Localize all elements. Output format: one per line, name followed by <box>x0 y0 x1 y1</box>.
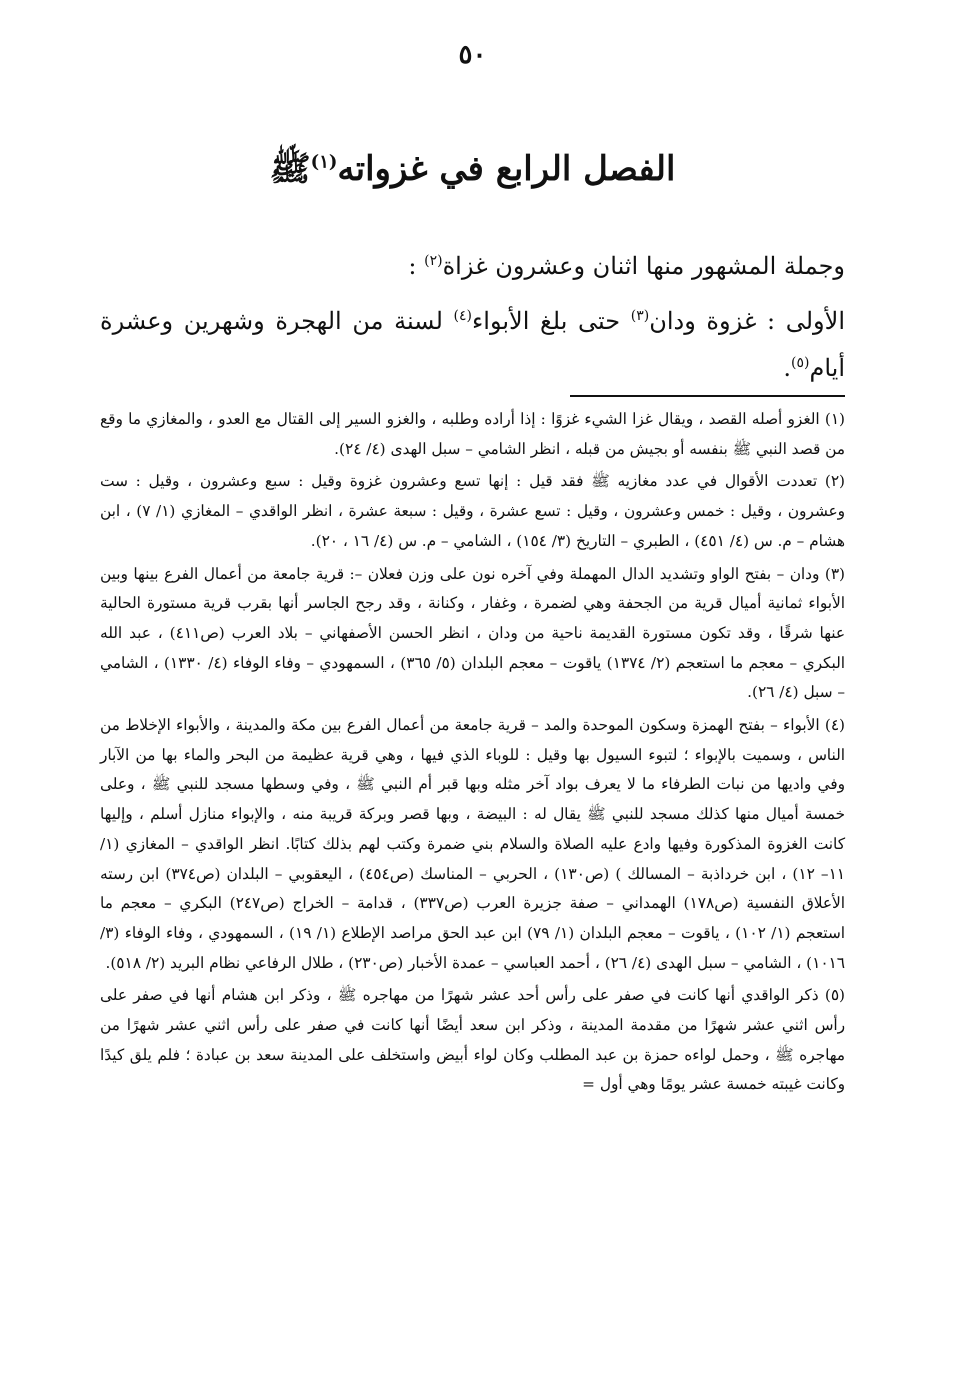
intro-paragraph <box>100 240 845 287</box>
intro-text: وجملة المشهور منها اثنان وعشرون غزاة <box>442 252 845 280</box>
intro-note-ref: (٢) <box>424 253 443 269</box>
footnote-3: (٣) ودان – بفتح الواو وتشديد الدال المهملة وفي آخره نون على وزن فعلان –: قرية جامعة من أعمال الفرع بينها وبين الأبواء ثمانية أميال قرية من الجحفة وهي لضمرة ، وغفار ، وكنانة ، وقد رجح الجاسر أنها بقرب قرية مستورة الحالية عنها شرقًا ، وقد تكون مستورة القديمة ناحية من ودان ، انظر الحسن الأصفهاني – بلاد العرب (ص٤١١) ، عبد الله البكري – معجم ما استعجم (٢/ ١٣٧٤) ياقوت – معجم البلدان (٥/ ٣٦٥) ، السمهودي – وفاء الوفاء (٤/ ١٣٣٠) ، الشامي – سبل (٤/ ٢٦). <box>100 564 845 702</box>
first-expedition-paragraph <box>100 295 845 389</box>
honorific-glyph: ﷺ <box>269 149 311 189</box>
first-item-part2: حتى بلغ الأبواء <box>472 307 631 335</box>
intro-end: : <box>408 252 425 280</box>
chapter-title <box>100 148 845 197</box>
book-page <box>100 0 845 1375</box>
note-ref-4: (٤) <box>453 308 473 324</box>
note-ref-5: (٥) <box>791 355 810 371</box>
footnote-4: (٤) الأبواء – بفتح الهمزة وسكون الموحدة والمد – قرية جامعة من أعمال الفرع بين مكة والمدينة ، والأبواء الإخلاط من الناس ، وسميت بالإبواء ؛ لتبوء السيول بها وقيل : للوباء الذي فيها ، وهي قرية عظيمة من البحر والماء بها من الآبار وفي واديها من نبات الطرفاء ما لا يعرف بواد آخر مثله وبها قبر أم النبي ﷺ ، وفي وسطها مسجد للنبي ﷺ ، وعلى خمسة أميال منها كذلك مسجد للنبي ﷺ يقال له : البيضة ، وبها قصر وبركة قريبة منه ، والإبواء منازل أسلم ، وإليها كانت الغزوة المذكورة وفيها وادع عليه الصلاة والسلام بني ضمرة وكتب لهم بذلك كتابًا. انظر الواقدي – المغازي (١/ ١١– ١٢) ، ابن خرداذبة – المسالك ) (ص١٣٠) ، الحربي – المناسك (ص٤٥٤) ، اليعقوبي – البلدان (ص٣٧٤) ابن رسته الأعلاق النفسية (ص١٧٨) الهمداني – صفة جزيرة العرب (ص٣٣٧) ، قدامة – الخراج (ص٢٤٧) البكري – معجم ما استعجم (١/ ١٠٢) ، ياقوت – معجم البلدان (١/ ٧٩) ابن عبد الحق مراصد الإطلاع (١/ ١٩) ، السمهودي ، وفاء الوفاء (٣/ ١٠١٦) ، الشامي – سبل الهدى (٤/ ٢٦) ، أحمد العباسي – عمدة الأخبار (ص٢٣٠) ، طلال الرفاعي نظام البريد (٢/ ٥١٨). <box>100 716 846 972</box>
note-ref-3: (٣) <box>630 308 650 324</box>
chapter-title-note-ref: (١) <box>310 151 338 173</box>
chapter-title-text: الفصل الرابع في غزواته <box>337 149 676 189</box>
footnote-1: (١) الغزو أصله القصد ، ويقال غزا الشيء غزوًا : إذا أراده وطلبه ، والغزو السير إلى القتال مع العدو ، والمغازي ما وقع من قصد النبي ﷺ بنفسه أو بجيش من قبله ، انظر الشامي – سبل الهدى (٤/ ٢٤). <box>100 410 845 458</box>
first-item-part3: لسنة من الهجرة وشهرين وعشرة أيام <box>100 307 845 382</box>
footnote-divider <box>570 395 845 397</box>
footnotes <box>100 405 845 1103</box>
footnote-2: (٢) تعددت الأقوال في عدد مغازيه ﷺ فقد قيل : إنها تسع وعشرون غزوة وقيل : سبع وعشرون ، وقيل : ست وعشرون ، وقيل : خمس وعشرون ، وقيل : تسع عشرة ، وقيل : سبعة عشرة ، انظر الواقدي – المغازي (١/ ٧) ، ابن هشام – م. س (٤/ ٤٥١) ، الطبري – التاريخ (٣/ ١٥٤) ، الشامي – م. س (٤/ ١٦ ، ٢٠). <box>100 472 845 550</box>
footnote-5: (٥) ذكر الواقدي أنها كانت في صفر على رأس أحد عشر شهرًا من مهاجره ﷺ ، وذكر ابن هشام أنها في صفر على رأس اثني عشر شهرًا من مقدمة المدينة ، وذكر ابن سعد أيضًا أنها كانت في صفر على رأس اثني عشر شهرًا من مهاجره ﷺ ، وحمل لواءه حمزة بن عبد المطلب وكان لواء أبيض واستخلف على المدينة سعد بن عبادة ؛ فلم يلق كيدًا وكانت غيبته خمسة عشر يومًا وهي أول = <box>100 986 845 1094</box>
first-item-part1: الأولى : غزوة ودان <box>649 307 845 335</box>
page-number: ٥٠ <box>458 40 487 70</box>
first-item-end: . <box>783 354 791 382</box>
